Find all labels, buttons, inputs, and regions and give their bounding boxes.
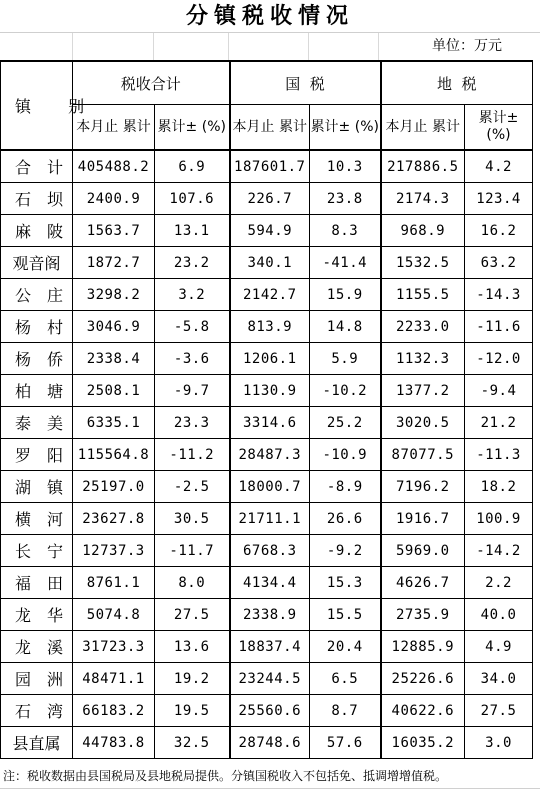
local-month-cell: 1916.7 bbox=[381, 503, 465, 535]
table-row bbox=[1, 535, 533, 567]
national-month-cell: 594.9 bbox=[230, 215, 310, 247]
total-month-cell: 3298.2 bbox=[73, 279, 155, 311]
national-pct-cell: 10.3 bbox=[310, 150, 381, 183]
national-pct-cell: -10.9 bbox=[310, 439, 381, 471]
national-pct-cell: 25.2 bbox=[310, 407, 381, 439]
total-pct-cell: 23.3 bbox=[155, 407, 230, 439]
national-pct-cell: -8.9 bbox=[310, 471, 381, 503]
table-row bbox=[1, 567, 533, 599]
national-month-cell: 4134.4 bbox=[230, 567, 310, 599]
total-pct-cell: 27.5 bbox=[155, 599, 230, 631]
national-month-cell: 1206.1 bbox=[230, 343, 310, 375]
town-cell: 罗阳 bbox=[1, 439, 73, 471]
national-pct-cell: 8.3 bbox=[310, 215, 381, 247]
town-cell: 合计 bbox=[1, 150, 73, 183]
table-row bbox=[1, 695, 533, 727]
local-month-cell: 2735.9 bbox=[381, 599, 465, 631]
local-month-cell: 40622.6 bbox=[381, 695, 465, 727]
town-cell: 杨村 bbox=[1, 311, 73, 343]
national-pct-cell: -9.2 bbox=[310, 535, 381, 567]
table-row bbox=[1, 599, 533, 631]
header-national-pct: 累计± (%) bbox=[310, 105, 381, 151]
header-town: 镇 别 bbox=[1, 61, 73, 150]
total-month-cell: 1872.7 bbox=[73, 247, 155, 279]
local-month-cell: 87077.5 bbox=[381, 439, 465, 471]
national-month-cell: 28748.6 bbox=[230, 727, 310, 759]
local-month-cell: 12885.9 bbox=[381, 631, 465, 663]
header-total-pct: 累计± (%) bbox=[155, 105, 230, 151]
national-pct-cell: 23.8 bbox=[310, 183, 381, 215]
total-pct-cell: 19.5 bbox=[155, 695, 230, 727]
town-cell: 泰美 bbox=[1, 407, 73, 439]
town-cell: 福田 bbox=[1, 567, 73, 599]
national-month-cell: 1130.9 bbox=[230, 375, 310, 407]
local-pct-cell: 4.2 bbox=[465, 150, 533, 183]
total-month-cell: 23627.8 bbox=[73, 503, 155, 535]
local-month-cell: 1155.5 bbox=[381, 279, 465, 311]
table-row bbox=[1, 279, 533, 311]
town-cell: 县直属 bbox=[1, 727, 73, 759]
national-month-cell: 226.7 bbox=[230, 183, 310, 215]
town-cell: 龙华 bbox=[1, 599, 73, 631]
town-cell: 石坝 bbox=[1, 183, 73, 215]
national-pct-cell: 15.5 bbox=[310, 599, 381, 631]
national-pct-cell: 5.9 bbox=[310, 343, 381, 375]
total-month-cell: 405488.2 bbox=[73, 150, 155, 183]
total-pct-cell: 30.5 bbox=[155, 503, 230, 535]
total-pct-cell: 107.6 bbox=[155, 183, 230, 215]
total-month-cell: 5074.8 bbox=[73, 599, 155, 631]
national-month-cell: 18000.7 bbox=[230, 471, 310, 503]
local-month-cell: 217886.5 bbox=[381, 150, 465, 183]
total-month-cell: 12737.3 bbox=[73, 535, 155, 567]
national-month-cell: 23244.5 bbox=[230, 663, 310, 695]
tax-table bbox=[0, 60, 533, 759]
local-pct-cell: -12.0 bbox=[465, 343, 533, 375]
town-cell: 龙溪 bbox=[1, 631, 73, 663]
table-row bbox=[1, 439, 533, 471]
total-pct-cell: 23.2 bbox=[155, 247, 230, 279]
local-month-cell: 1132.3 bbox=[381, 343, 465, 375]
national-month-cell: 340.1 bbox=[230, 247, 310, 279]
total-pct-cell: -11.2 bbox=[155, 439, 230, 471]
local-month-cell: 4626.7 bbox=[381, 567, 465, 599]
table-row bbox=[1, 311, 533, 343]
unit-label: 单位：万元 bbox=[432, 38, 502, 54]
local-pct-cell: -14.3 bbox=[465, 279, 533, 311]
national-pct-cell: 20.4 bbox=[310, 631, 381, 663]
town-cell: 杨侨 bbox=[1, 343, 73, 375]
header-local-pct: 累计± (%) bbox=[465, 105, 533, 151]
total-month-cell: 2400.9 bbox=[73, 183, 155, 215]
local-pct-cell: 100.9 bbox=[465, 503, 533, 535]
table-row bbox=[1, 215, 533, 247]
total-month-cell: 2508.1 bbox=[73, 375, 155, 407]
header-total-month: 本月止 累计 bbox=[73, 105, 155, 151]
total-pct-cell: -2.5 bbox=[155, 471, 230, 503]
table-row bbox=[1, 183, 533, 215]
header-group-local: 地 税 bbox=[381, 61, 533, 105]
total-month-cell: 8761.1 bbox=[73, 567, 155, 599]
local-pct-cell: 63.2 bbox=[465, 247, 533, 279]
total-pct-cell: 3.2 bbox=[155, 279, 230, 311]
local-pct-cell: 27.5 bbox=[465, 695, 533, 727]
table-row bbox=[1, 631, 533, 663]
table-row bbox=[1, 663, 533, 695]
local-month-cell: 2233.0 bbox=[381, 311, 465, 343]
local-month-cell: 1532.5 bbox=[381, 247, 465, 279]
national-pct-cell: -10.2 bbox=[310, 375, 381, 407]
total-pct-cell: -5.8 bbox=[155, 311, 230, 343]
town-cell: 长宁 bbox=[1, 535, 73, 567]
national-pct-cell: 8.7 bbox=[310, 695, 381, 727]
local-month-cell: 16035.2 bbox=[381, 727, 465, 759]
table-row bbox=[1, 471, 533, 503]
national-month-cell: 6768.3 bbox=[230, 535, 310, 567]
table-body bbox=[1, 150, 533, 759]
local-month-cell: 1377.2 bbox=[381, 375, 465, 407]
local-pct-cell: 123.4 bbox=[465, 183, 533, 215]
total-pct-cell: -11.7 bbox=[155, 535, 230, 567]
local-pct-cell: 16.2 bbox=[465, 215, 533, 247]
header-group-total: 税收合计 bbox=[73, 61, 230, 105]
national-pct-cell: 57.6 bbox=[310, 727, 381, 759]
town-cell: 麻陂 bbox=[1, 215, 73, 247]
total-pct-cell: 19.2 bbox=[155, 663, 230, 695]
total-month-cell: 3046.9 bbox=[73, 311, 155, 343]
local-pct-cell: 34.0 bbox=[465, 663, 533, 695]
national-month-cell: 25560.6 bbox=[230, 695, 310, 727]
total-month-cell: 31723.3 bbox=[73, 631, 155, 663]
table-row bbox=[1, 407, 533, 439]
national-pct-cell: 15.9 bbox=[310, 279, 381, 311]
national-pct-cell: 15.3 bbox=[310, 567, 381, 599]
total-month-cell: 1563.7 bbox=[73, 215, 155, 247]
national-pct-cell: 6.5 bbox=[310, 663, 381, 695]
header-group-national: 国 税 bbox=[230, 61, 381, 105]
total-month-cell: 2338.4 bbox=[73, 343, 155, 375]
local-month-cell: 3020.5 bbox=[381, 407, 465, 439]
town-cell: 园洲 bbox=[1, 663, 73, 695]
town-cell: 横河 bbox=[1, 503, 73, 535]
total-month-cell: 44783.8 bbox=[73, 727, 155, 759]
table-row bbox=[1, 727, 533, 759]
national-month-cell: 28487.3 bbox=[230, 439, 310, 471]
local-month-cell: 968.9 bbox=[381, 215, 465, 247]
local-pct-cell: -9.4 bbox=[465, 375, 533, 407]
local-month-cell: 7196.2 bbox=[381, 471, 465, 503]
national-month-cell: 21711.1 bbox=[230, 503, 310, 535]
national-pct-cell: -41.4 bbox=[310, 247, 381, 279]
total-month-cell: 6335.1 bbox=[73, 407, 155, 439]
national-month-cell: 2142.7 bbox=[230, 279, 310, 311]
total-pct-cell: -9.7 bbox=[155, 375, 230, 407]
local-month-cell: 25226.6 bbox=[381, 663, 465, 695]
total-pct-cell: 13.1 bbox=[155, 215, 230, 247]
local-pct-cell: 18.2 bbox=[465, 471, 533, 503]
local-pct-cell: 2.2 bbox=[465, 567, 533, 599]
total-pct-cell: 6.9 bbox=[155, 150, 230, 183]
town-cell: 石湾 bbox=[1, 695, 73, 727]
national-month-cell: 18837.4 bbox=[230, 631, 310, 663]
national-month-cell: 187601.7 bbox=[230, 150, 310, 183]
town-cell: 公庄 bbox=[1, 279, 73, 311]
town-cell: 观音阁 bbox=[1, 247, 73, 279]
local-pct-cell: -11.6 bbox=[465, 311, 533, 343]
header-national-month: 本月止 累计 bbox=[230, 105, 310, 151]
total-month-cell: 66183.2 bbox=[73, 695, 155, 727]
total-pct-cell: 13.6 bbox=[155, 631, 230, 663]
national-month-cell: 813.9 bbox=[230, 311, 310, 343]
total-pct-cell: -3.6 bbox=[155, 343, 230, 375]
header-local-month: 本月止 累计 bbox=[381, 105, 465, 151]
local-pct-cell: 3.0 bbox=[465, 727, 533, 759]
local-pct-cell: 4.9 bbox=[465, 631, 533, 663]
town-cell: 湖镇 bbox=[1, 471, 73, 503]
table-row bbox=[1, 503, 533, 535]
total-pct-cell: 32.5 bbox=[155, 727, 230, 759]
national-month-cell: 2338.9 bbox=[230, 599, 310, 631]
table-row bbox=[1, 343, 533, 375]
national-month-cell: 3314.6 bbox=[230, 407, 310, 439]
local-month-cell: 5969.0 bbox=[381, 535, 465, 567]
local-pct-cell: -11.3 bbox=[465, 439, 533, 471]
total-month-cell: 48471.1 bbox=[73, 663, 155, 695]
table-row bbox=[1, 247, 533, 279]
national-pct-cell: 26.6 bbox=[310, 503, 381, 535]
town-cell: 柏塘 bbox=[1, 375, 73, 407]
table-row bbox=[1, 150, 533, 183]
page-title: 分镇税收情况 bbox=[185, 4, 354, 29]
local-pct-cell: 40.0 bbox=[465, 599, 533, 631]
table-row bbox=[1, 375, 533, 407]
footnote: 注：税收数据由县国税局及县地税局提供。分镇国税收入不包括免、抵调增增值税。 bbox=[3, 769, 448, 783]
total-month-cell: 115564.8 bbox=[73, 439, 155, 471]
bottom-rule bbox=[0, 788, 540, 789]
local-month-cell: 2174.3 bbox=[381, 183, 465, 215]
local-pct-cell: 21.2 bbox=[465, 407, 533, 439]
national-pct-cell: 14.8 bbox=[310, 311, 381, 343]
total-month-cell: 25197.0 bbox=[73, 471, 155, 503]
local-pct-cell: -14.2 bbox=[465, 535, 533, 567]
total-pct-cell: 8.0 bbox=[155, 567, 230, 599]
